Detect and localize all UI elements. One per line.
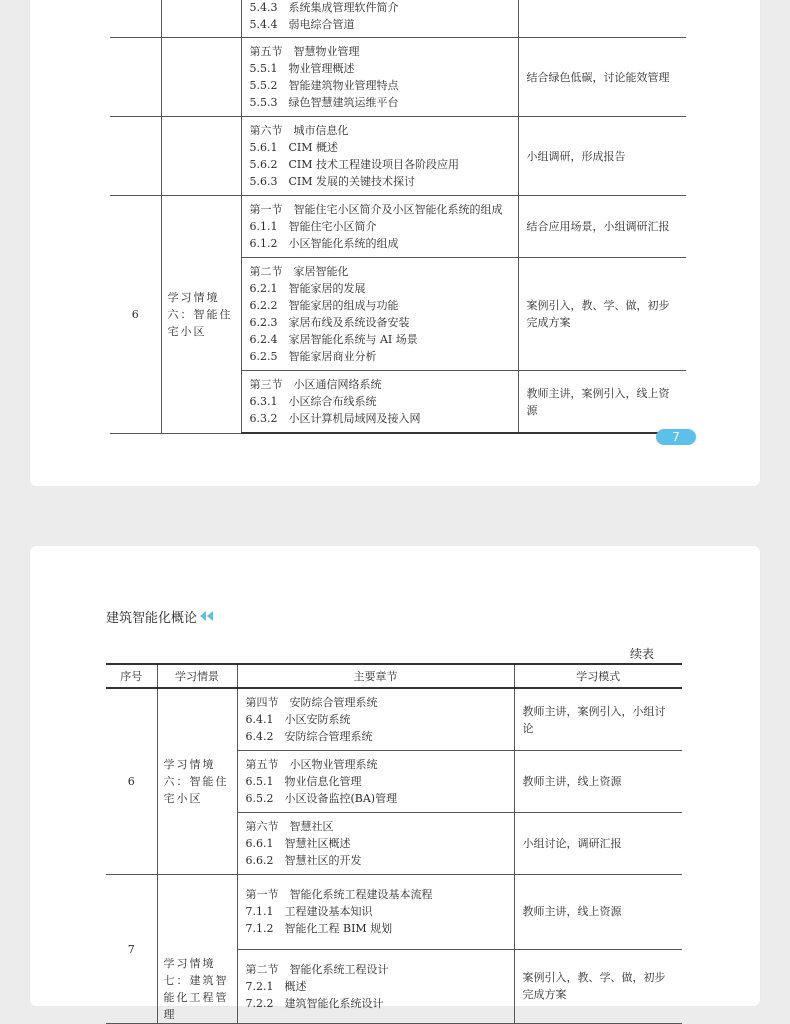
chapter-line: 5.5.2 智能建筑物业管理特点: [249, 79, 399, 92]
section-title: 第六节 智慧社区: [245, 820, 334, 833]
mode-cell: 小组调研，形成报告: [518, 117, 686, 196]
chapter-line: 6.2.5 智能家居商业分析: [249, 350, 377, 363]
chapter-line: 6.4.1 小区安防系统: [245, 713, 351, 726]
chapter-line: 5.5.1 物业管理概述: [249, 62, 355, 75]
chapter-line: 6.5.1 物业信息化管理: [245, 775, 362, 788]
mode-cell: 结合绿色低碳，讨论能效管理: [518, 38, 686, 117]
column-header: 主要章节: [237, 664, 514, 688]
chapter-cell: [241, 0, 518, 38]
index-cell: 7: [106, 875, 157, 1024]
section-title: 第一节 智能住宅小区简介及小区智能化系统的组成: [249, 203, 503, 216]
chapter-line: 6.2.1 智能家居的发展: [249, 282, 366, 295]
section-title: 第二节 家居智能化: [249, 265, 349, 278]
index-cell: 6: [110, 196, 161, 434]
section-title: 第五节 小区物业管理系统: [245, 758, 378, 771]
chapter-line: 5.4.3 系统集成管理软件简介: [249, 1, 399, 14]
page-number-badge: 7: [656, 429, 696, 445]
column-header: 学习模式: [514, 664, 682, 688]
syllabus-table: [106, 663, 682, 1024]
chapter-cell: [237, 688, 514, 751]
mode-cell: 案例引入，教、学、做，初步完成方案: [518, 258, 686, 371]
situation-cell: [161, 117, 241, 196]
chapter-cell: [237, 813, 514, 875]
situation-cell: 学习情境六：智能住宅小区: [161, 196, 241, 434]
mode-cell: 教师主讲，线上资源: [514, 751, 682, 813]
continued-label: 续表: [630, 647, 655, 661]
mode-cell: 教师主讲，线上资源: [514, 875, 682, 950]
chapter-line: 5.6.1 CIM 概述: [249, 141, 339, 154]
situation-cell: [161, 0, 241, 38]
section-title: 第五节 智慧物业管理: [249, 45, 360, 58]
chapter-cell: [237, 751, 514, 813]
book-title: 建筑智能化概论: [106, 611, 198, 626]
situation-cell: [161, 38, 241, 117]
chapter-line: 7.2.2 建筑智能化系统设计: [245, 996, 384, 1010]
chapter-line: 6.6.2 智慧社区的开发: [245, 854, 362, 867]
chapter-line: 6.3.2 小区计算机局域网及接入网: [249, 412, 421, 425]
index-cell: [110, 117, 161, 196]
chapter-line: 7.2.1 概述: [245, 979, 307, 993]
chapter-line: 6.2.2 智能家居的组成与功能: [249, 299, 399, 312]
section-title: 第六节 城市信息化: [249, 124, 349, 137]
chapter-line: 5.5.3 绿色智慧建筑运维平台: [249, 96, 399, 109]
chapter-line: 6.6.1 智慧社区概述: [245, 837, 351, 850]
section-title: 第三节 小区通信网络系统: [249, 378, 382, 391]
index-cell: [110, 38, 161, 117]
syllabus-table: [110, 0, 686, 434]
chapter-line: 6.2.3 家居布线及系统设备安装: [249, 316, 410, 329]
table-row: [110, 38, 686, 117]
chapter-line: 6.2.4 家居智能化系统与 AI 场景: [249, 333, 418, 346]
mode-cell: 结合应用场景，小组调研汇报: [518, 196, 686, 258]
section-title: 第一节 智能化系统工程建设基本流程: [245, 888, 433, 902]
chapter-line: 6.3.1 小区综合布线系统: [249, 395, 377, 408]
page-7: [30, 0, 760, 486]
chapter-line: 5.6.2 CIM 技术工程建设项目各阶段应用: [249, 158, 460, 171]
mode-cell: 小组讨论，调研汇报: [514, 813, 682, 875]
situation-cell: 学习情境六：智能住宅小区: [157, 688, 237, 875]
chapter-line: 6.5.2 小区设备监控(BA)管理: [245, 792, 398, 805]
mode-cell: 案例引入，教、学、做，初步完成方案: [514, 949, 682, 1024]
chapter-cell: [241, 117, 518, 196]
page-8: [30, 546, 760, 1021]
table-row: [106, 688, 682, 751]
index-cell: 6: [106, 688, 157, 875]
chapter-cell: [241, 371, 518, 434]
section-title: 第二节 智能化系统工程设计: [245, 962, 389, 976]
column-header: 学习情景: [157, 664, 237, 688]
mode-cell: 教师主讲，案例引入，小组讨论: [514, 688, 682, 751]
situation-cell: 学习情境七：建筑智能化工程管理: [157, 875, 237, 1024]
index-cell: [110, 0, 161, 38]
chapter-line: 6.4.2 安防综合管理系统: [245, 730, 373, 743]
chapter-line: 7.1.2 智能化工程 BIM 规划: [245, 922, 393, 936]
chapter-cell: [237, 949, 514, 1024]
chapter-line: 5.4.4 弱电综合管道: [249, 18, 355, 31]
mode-cell: 教师主讲，案例引入，线上资源: [518, 371, 686, 434]
table-header-row: [106, 664, 682, 688]
section-title: 第四节 安防综合管理系统: [245, 696, 378, 709]
chapter-cell: [241, 196, 518, 258]
chapter-cell: [241, 258, 518, 371]
chapter-line: 5.6.3 CIM 发展的关键技术探讨: [249, 175, 416, 188]
table-row: [106, 875, 682, 950]
double-left-arrow-icon: [200, 611, 214, 621]
chapter-line: 6.1.2 小区智能化系统的组成: [249, 237, 399, 250]
chapter-cell: [241, 38, 518, 117]
mode-cell: [518, 0, 686, 38]
column-header: 序号: [106, 664, 157, 688]
table-row: [110, 196, 686, 258]
chapter-line: 7.1.1 工程建设基本知识: [245, 905, 373, 919]
chapter-cell: [237, 875, 514, 950]
chapter-line: 6.1.1 智能住宅小区简介: [249, 220, 377, 233]
table-row: [110, 0, 686, 38]
table-row: [110, 117, 686, 196]
